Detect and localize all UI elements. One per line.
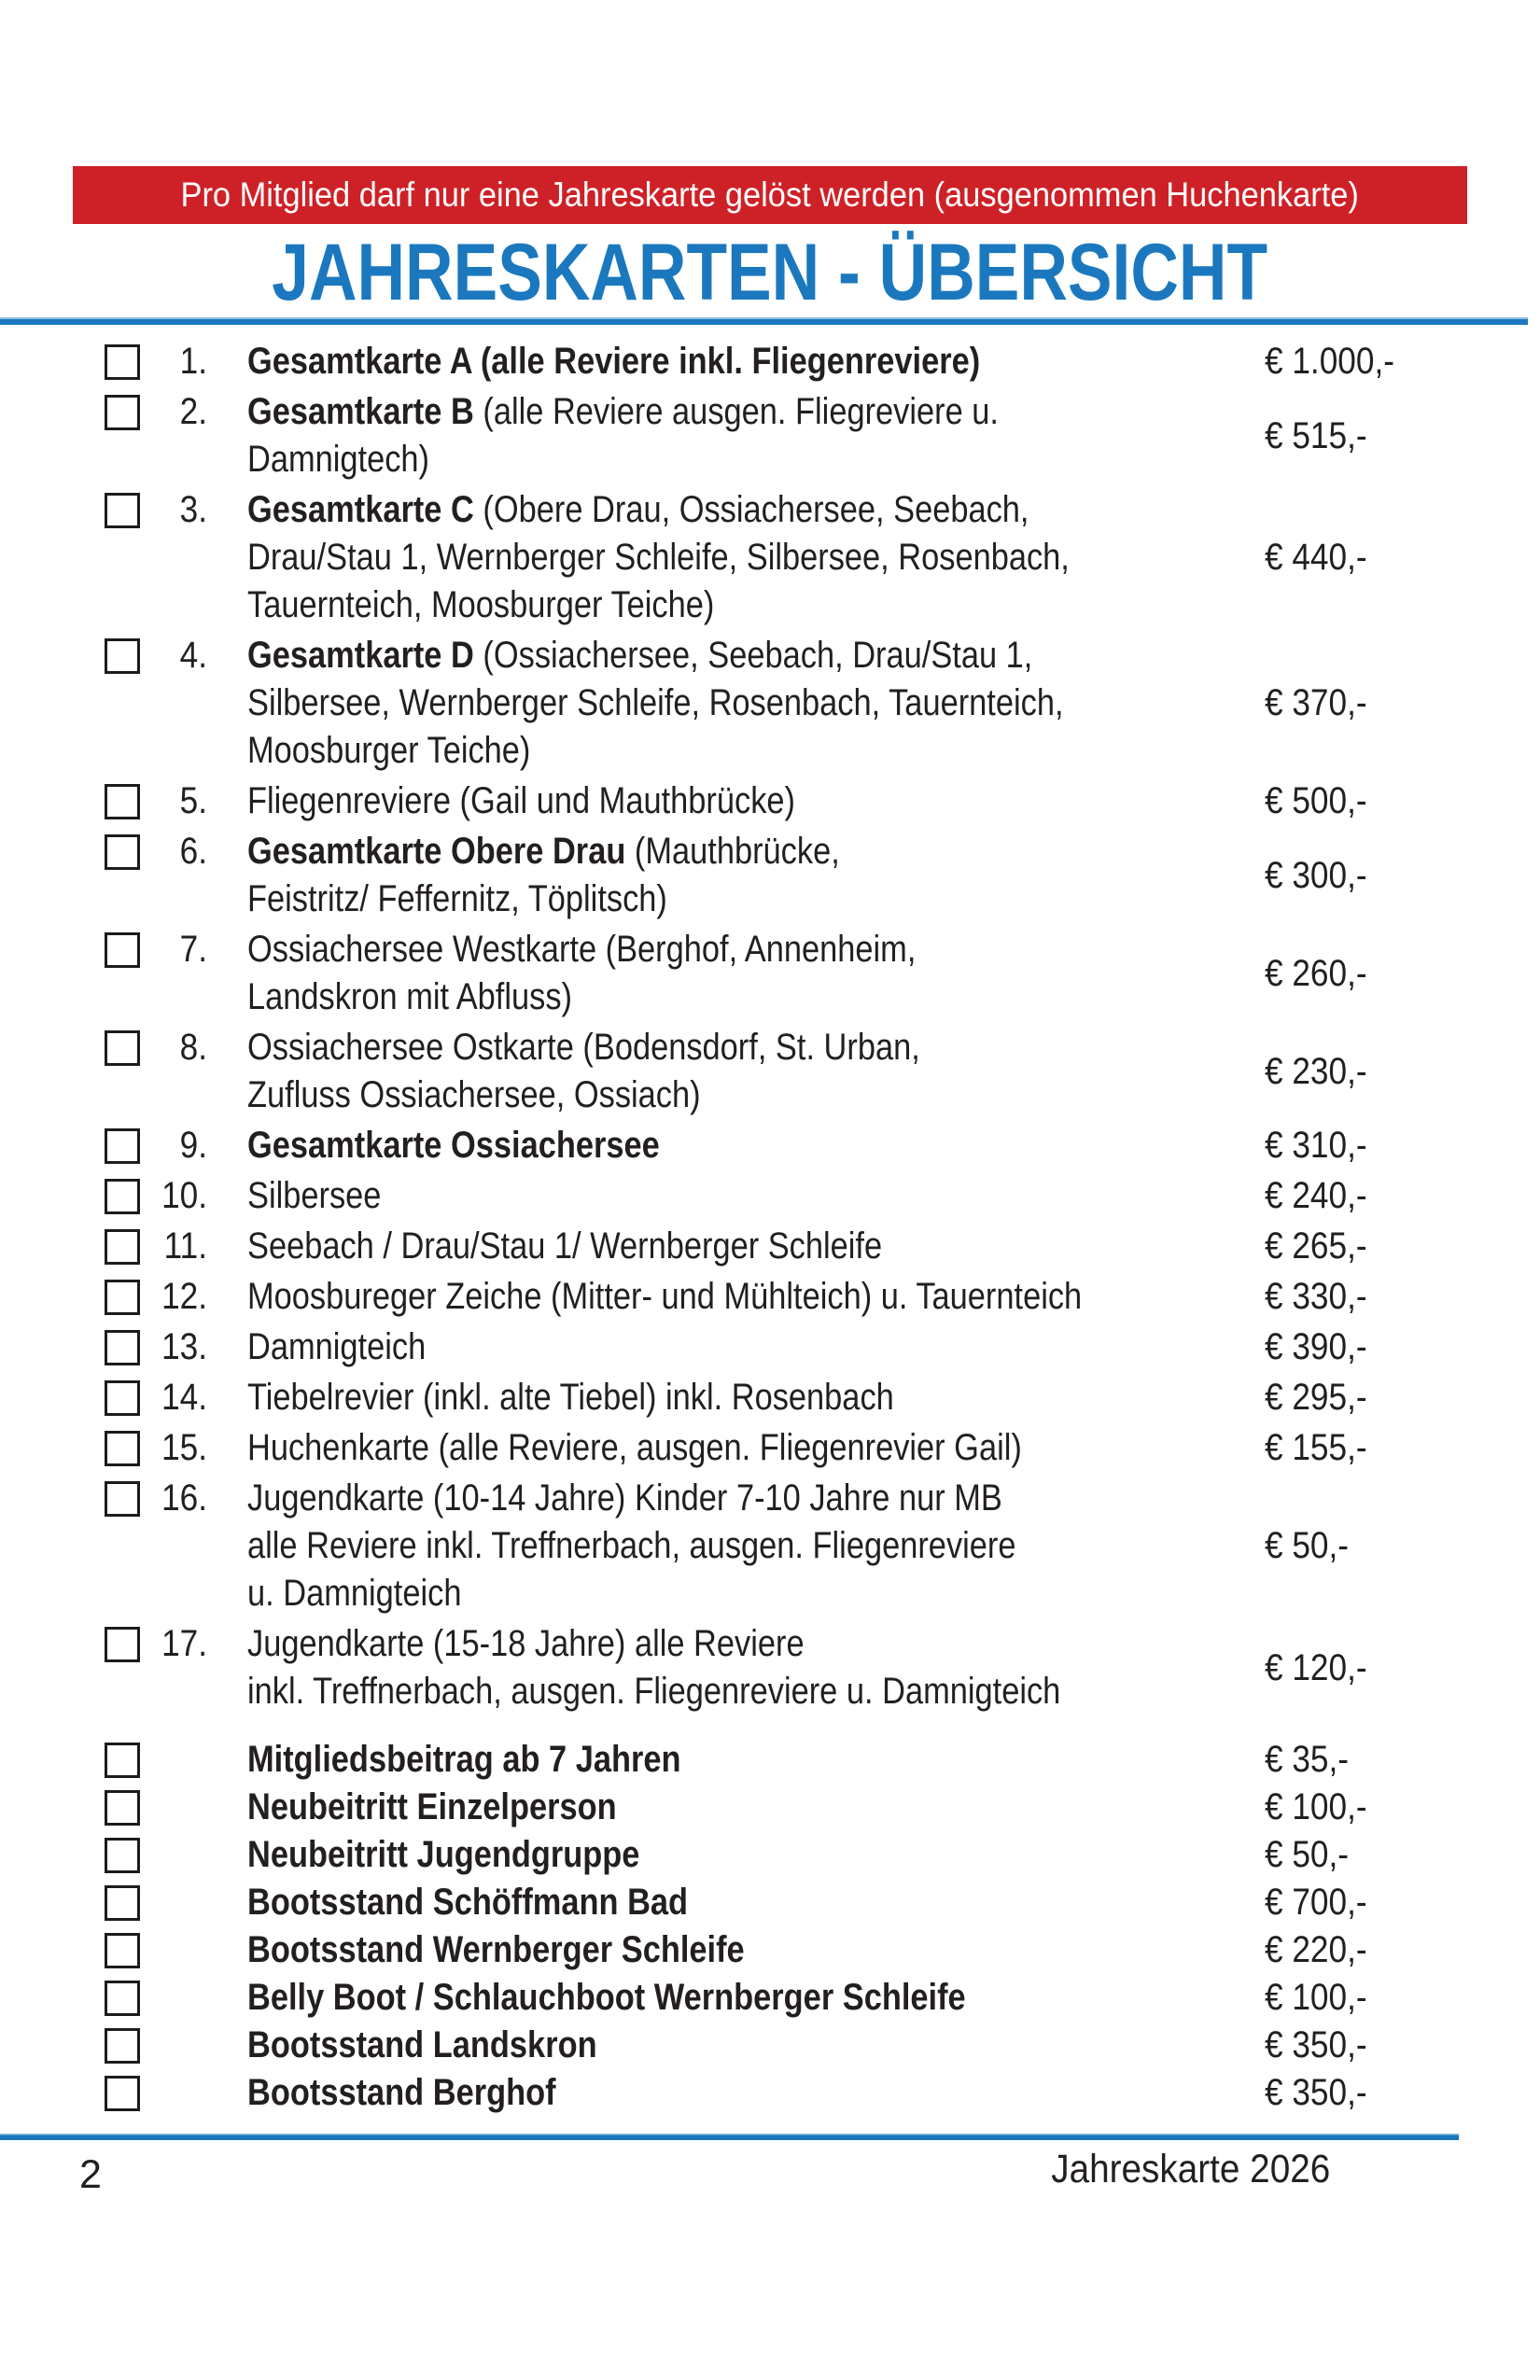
- item-price: € 700,-: [1265, 1882, 1367, 1923]
- item-label-line: alle Reviere inkl. Treffnerbach, ausgen. Fliegenreviere: [247, 1525, 1016, 1566]
- item-label-line: Drau/Stau 1, Wernberger Schleife, Silbersee, Rosenbach,: [247, 537, 1070, 578]
- item-label: [247, 926, 1122, 1021]
- list-item: [70, 1879, 1470, 1926]
- item-label: [247, 1172, 1122, 1220]
- item-price: € 260,-: [1265, 952, 1367, 994]
- item-label-line: Damnigtech): [247, 439, 430, 480]
- item-label-line: Tauernteich, Moosburger Teiche): [247, 584, 715, 625]
- list-item: [70, 338, 1470, 385]
- item-label-line: Silbersee, Wernberger Schleife, Rosenbach, Tauernteich,: [247, 682, 1064, 723]
- item-label-text: Bootsstand Wernberger Schleife: [247, 1929, 745, 1970]
- item-label-bold: Gesamtkarte Ossiachersee: [247, 1125, 660, 1166]
- item-checkbox[interactable]: [105, 1128, 140, 1164]
- item-checkbox[interactable]: [105, 2076, 140, 2111]
- item-checkbox[interactable]: [105, 1838, 140, 1873]
- item-label-text: Jugendkarte (10-14 Jahre) Kinder 7-10 Jahre nur MB: [247, 1477, 1002, 1519]
- item-checkbox[interactable]: [105, 1885, 140, 1921]
- item-label-line: Landskron mit Abfluss): [247, 976, 572, 1017]
- item-checkbox[interactable]: [105, 1790, 140, 1826]
- item-price: € 295,-: [1265, 1377, 1367, 1418]
- page-title: JAHRESKARTEN - ÜBERSICHT: [272, 228, 1268, 317]
- list-item: [70, 1323, 1470, 1371]
- item-number: 11.: [163, 1225, 207, 1267]
- item-price: € 120,-: [1265, 1646, 1367, 1688]
- item-checkbox[interactable]: [105, 1229, 140, 1265]
- item-label-text: Ossiachersee Westkarte (Berghof, Annenheim,: [247, 929, 917, 970]
- item-label-text: Neubeitritt Einzelperson: [247, 1786, 617, 1827]
- item-label-line: inkl. Treffnerbach, ausgen. Fliegenreviere u. Damnigteich: [247, 1671, 1061, 1712]
- restriction-banner-text: Pro Mitglied darf nur eine Jahreskarte gelöst werden (ausgenommen Huchenkarte): [180, 175, 1360, 214]
- item-label: [247, 1926, 1122, 1974]
- item-checkbox[interactable]: [105, 493, 140, 528]
- item-label-text: Bootsstand Schöffmann Bad: [247, 1882, 689, 1923]
- item-checkbox[interactable]: [105, 1330, 140, 1365]
- item-label-line: u. Damnigteich: [247, 1573, 462, 1614]
- item-price: € 515,-: [1265, 414, 1367, 456]
- item-number: 17.: [161, 1623, 207, 1664]
- item-price: € 240,-: [1265, 1175, 1367, 1216]
- item-price: € 35,-: [1265, 1739, 1350, 1780]
- item-label-text: Damnigteich: [247, 1326, 427, 1367]
- item-label: [247, 828, 1122, 923]
- item-checkbox[interactable]: [105, 1627, 140, 1662]
- item-checkbox[interactable]: [105, 344, 140, 380]
- item-checkbox[interactable]: [105, 1179, 140, 1214]
- list-item: [70, 1736, 1470, 1784]
- title-divider: [0, 317, 1528, 325]
- item-label: [247, 2022, 1122, 2069]
- item-label-text: (alle Reviere ausgen. Fliegreviere u.: [473, 391, 999, 432]
- item-price: € 100,-: [1265, 1977, 1367, 2018]
- item-label-text: (Ossiachersee, Seebach, Drau/Stau 1,: [473, 635, 1033, 676]
- item-number: 1.: [179, 341, 207, 382]
- item-price: € 220,-: [1265, 1929, 1367, 1970]
- item-label-text: Bootsstand Berghof: [247, 2072, 556, 2113]
- item-label: [247, 1974, 1122, 2022]
- item-label: [247, 632, 1122, 775]
- item-checkbox[interactable]: [105, 1933, 140, 1968]
- item-label: [247, 1122, 1122, 1169]
- item-number: 15.: [161, 1427, 207, 1468]
- item-price: € 100,-: [1265, 1786, 1367, 1827]
- item-price: € 1.000,-: [1265, 341, 1394, 382]
- list-item: [70, 1831, 1470, 1879]
- item-label-line: Zufluss Ossiachersee, Ossiach): [247, 1074, 701, 1115]
- item-label-text: Fliegenreviere (Gail und Mauthbrücke): [247, 780, 795, 821]
- item-price: € 50,-: [1265, 1525, 1350, 1566]
- list-item: [70, 632, 1470, 775]
- item-label: [247, 1424, 1122, 1472]
- item-label-text: Seebach / Drau/Stau 1/ Wernberger Schleife: [247, 1225, 883, 1267]
- item-label-text: Huchenkarte (alle Reviere, ausgen. Fliegenrevier Gail): [247, 1427, 1022, 1468]
- item-checkbox[interactable]: [105, 1030, 140, 1066]
- price-list: [70, 338, 1470, 2117]
- item-label-text: Mitgliedsbeitrag ab 7 Jahren: [247, 1739, 681, 1780]
- list-item: [70, 1024, 1470, 1119]
- item-label-bold: Gesamtkarte B: [247, 391, 474, 432]
- item-checkbox[interactable]: [105, 1981, 140, 2016]
- item-number: 7.: [179, 929, 207, 970]
- list-item: [70, 1784, 1470, 1831]
- item-label: [247, 1879, 1122, 1926]
- item-label: [247, 1736, 1122, 1784]
- item-label: [247, 1024, 1122, 1119]
- item-number: 16.: [161, 1477, 207, 1519]
- item-price: € 350,-: [1265, 2072, 1367, 2113]
- item-label-text: Neubeitritt Jugendgruppe: [247, 1834, 640, 1875]
- item-checkbox[interactable]: [105, 1481, 140, 1517]
- item-price: € 350,-: [1265, 2024, 1367, 2065]
- item-number: 10.: [161, 1175, 207, 1216]
- list-item: [70, 2022, 1470, 2069]
- item-price: € 330,-: [1265, 1276, 1367, 1317]
- item-price: € 300,-: [1265, 854, 1367, 896]
- restriction-banner: [73, 166, 1467, 224]
- item-number: 13.: [161, 1326, 207, 1367]
- list-item: [70, 1374, 1470, 1421]
- item-number: 14.: [161, 1377, 207, 1418]
- list-item: [70, 926, 1470, 1021]
- item-checkbox[interactable]: [105, 1431, 140, 1466]
- footer-divider: [0, 2134, 1459, 2140]
- list-item: [70, 1273, 1470, 1321]
- item-label: [247, 338, 1122, 385]
- item-price: € 310,-: [1265, 1125, 1367, 1166]
- item-label: [247, 1475, 1122, 1617]
- page-title-wrap: [0, 228, 1540, 317]
- item-label-text: Tiebelrevier (inkl. alte Tiebel) inkl. Rosenbach: [247, 1377, 894, 1418]
- item-label-text: Belly Boot / Schlauchboot Wernberger Schleife: [247, 1977, 966, 2018]
- item-label: [247, 1784, 1122, 1831]
- item-checkbox[interactable]: [105, 932, 140, 968]
- footer-label: Jahreskarte 2026: [1050, 2147, 1330, 2191]
- list-item: [70, 2069, 1470, 2117]
- item-price: € 390,-: [1265, 1326, 1367, 1367]
- list-item: [70, 828, 1470, 923]
- item-number: 2.: [179, 391, 207, 432]
- item-label-text: Jugendkarte (15-18 Jahre) alle Reviere: [247, 1623, 805, 1664]
- item-label: [247, 1223, 1122, 1270]
- list-item: [70, 1620, 1470, 1715]
- item-label: [247, 2069, 1122, 2117]
- item-price: € 500,-: [1265, 780, 1367, 821]
- list-item: [70, 1475, 1470, 1617]
- item-label-text: Ossiachersee Ostkarte (Bodensdorf, St. Urban,: [247, 1027, 920, 1068]
- item-checkbox[interactable]: [105, 2028, 140, 2064]
- list-item: [70, 1926, 1470, 1974]
- item-label-bold: Gesamtkarte C: [247, 489, 474, 530]
- list-item: [70, 1974, 1470, 2022]
- item-label-bold: Gesamtkarte Obere Drau: [247, 831, 626, 872]
- item-price: € 440,-: [1265, 537, 1367, 578]
- item-checkbox[interactable]: [105, 1380, 140, 1416]
- item-label-bold: Gesamtkarte D: [247, 635, 474, 676]
- item-number: 5.: [179, 780, 207, 821]
- item-price: € 265,-: [1265, 1225, 1367, 1267]
- item-checkbox[interactable]: [105, 395, 140, 430]
- item-number: 8.: [179, 1027, 207, 1068]
- item-label-text: Silbersee: [247, 1175, 382, 1216]
- item-checkbox[interactable]: [105, 638, 140, 674]
- item-label: [247, 1273, 1122, 1321]
- item-number: 3.: [179, 489, 207, 530]
- item-number: 4.: [179, 635, 207, 676]
- item-checkbox[interactable]: [105, 1743, 140, 1778]
- list-item: [70, 388, 1470, 483]
- item-price: € 50,-: [1265, 1834, 1350, 1875]
- item-checkbox[interactable]: [105, 784, 140, 819]
- item-label-text: (Mauthbrücke,: [625, 831, 840, 872]
- list-item: [70, 777, 1470, 825]
- list-item: [70, 1122, 1470, 1169]
- item-label-text: Bootsstand Landskron: [247, 2024, 597, 2065]
- list-item: [70, 1223, 1470, 1270]
- item-label-line: Feistritz/ Feffernitz, Töplitsch): [247, 878, 667, 919]
- item-label-bold: Gesamtkarte A (alle Reviere inkl. Fliegenreviere): [247, 341, 981, 382]
- item-label: [247, 486, 1122, 629]
- item-label-text: (Obere Drau, Ossiachersee, Seebach,: [473, 489, 1029, 530]
- item-label: [247, 1374, 1122, 1421]
- item-number: 6.: [179, 831, 207, 872]
- item-label: [247, 777, 1122, 825]
- item-number: 9.: [179, 1125, 207, 1166]
- item-price: € 155,-: [1265, 1427, 1367, 1468]
- list-item: [70, 1172, 1470, 1220]
- item-label: [247, 1620, 1122, 1715]
- item-price: € 230,-: [1265, 1050, 1367, 1092]
- list-item: [70, 486, 1470, 629]
- list-item: [70, 1424, 1470, 1472]
- item-checkbox[interactable]: [105, 1280, 140, 1315]
- page-number: 2: [79, 2152, 102, 2197]
- item-label: [247, 1831, 1122, 1879]
- item-label-line: Moosburger Teiche): [247, 730, 531, 771]
- item-price: € 370,-: [1265, 682, 1367, 723]
- item-label: [247, 388, 1122, 483]
- item-number: 12.: [161, 1276, 207, 1317]
- item-label-text: Moosbureger Zeiche (Mitter- und Mühlteich) u. Tauernteich: [247, 1276, 1083, 1317]
- item-label: [247, 1323, 1122, 1371]
- item-checkbox[interactable]: [105, 834, 140, 870]
